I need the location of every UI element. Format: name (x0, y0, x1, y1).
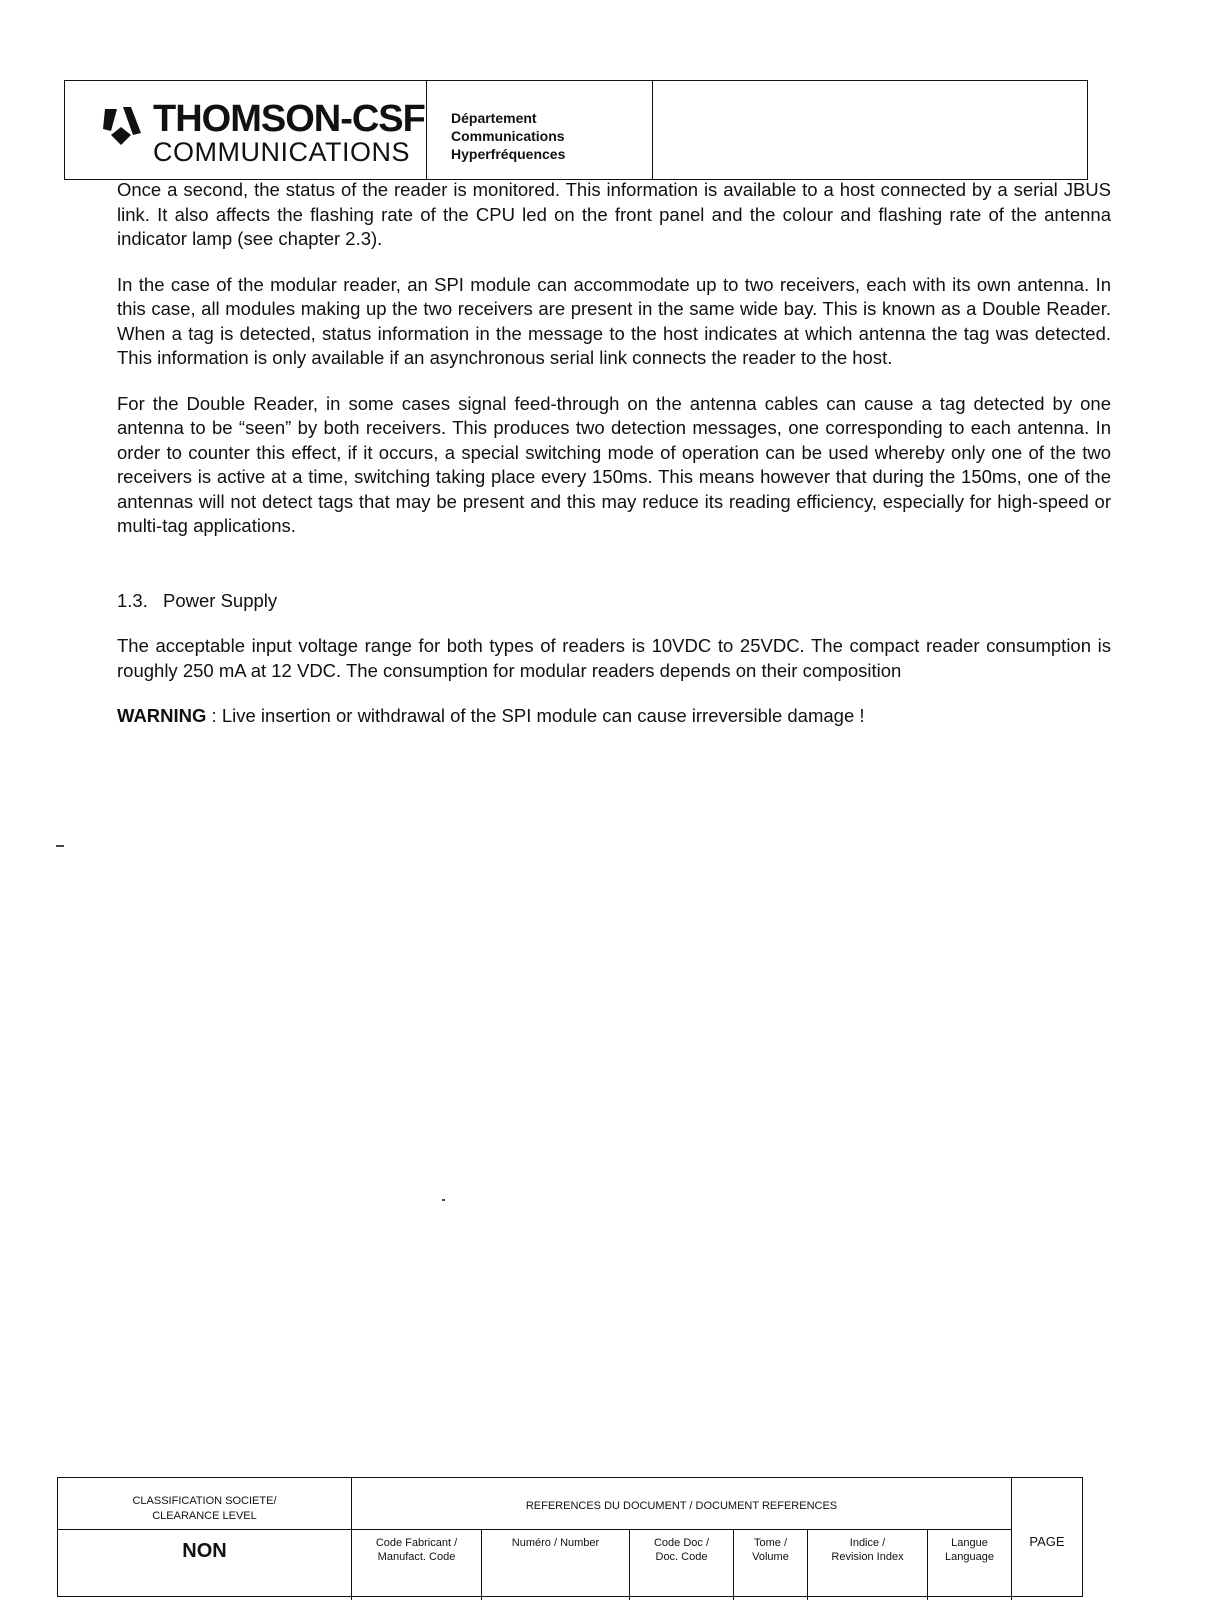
classification-label-line: CLEARANCE LEVEL (152, 1510, 257, 1522)
department-line: Hyperfréquences (451, 146, 566, 162)
ref-column-label: Tome / (753, 1537, 787, 1549)
thomson-logo-icon (101, 105, 143, 147)
body-paragraph: For the Double Reader, in some cases signal feed-through on the antenna cables can cause a tag detected by one antenna to be “seen” by both receivers. This produces two detection messages, one corresponding to each antenna. In order to counter this effect, if it occurs, a special switching mode of operation can be used whereby only one of the two receivers is active at a time, switching taking place every 150ms. This means however that during the 150ms, one of the antennas will not detect tags that may be present and this may reduce its reading efficiency, especially for high-speed or multi-tag applications. (117, 392, 1111, 536)
warning-text: : Live insertion or withdrawal of the SPI module can cause irreversible damage ! (206, 705, 865, 726)
department-line: Département (451, 110, 537, 126)
ref-column-label: Doc. Code (655, 1551, 708, 1563)
ref-column (734, 1530, 808, 1600)
classification-label (58, 1478, 352, 1530)
ref-column (482, 1530, 630, 1600)
ref-column-label: Code Doc / (653, 1537, 710, 1549)
scan-mark (442, 1199, 445, 1201)
warning-label: WARNING (117, 705, 207, 726)
ref-column-label: Langue (951, 1537, 988, 1549)
references-title: REFERENCES DU DOCUMENT / DOCUMENT REFERENCES (352, 1478, 1012, 1530)
ref-column-label: Indice / (849, 1537, 886, 1549)
ref-column (808, 1530, 928, 1600)
warning-paragraph (117, 704, 1111, 729)
ref-column-label: Language (945, 1551, 994, 1563)
section-title: Power Supply (163, 589, 278, 611)
ref-column (928, 1530, 1012, 1600)
header-empty-cell (653, 81, 1087, 179)
classification-label-line: CLASSIFICATION SOCIETE/ (132, 1495, 277, 1507)
ref-column (352, 1530, 482, 1600)
document-header (64, 80, 1088, 180)
section-number: 1.3. (117, 589, 148, 611)
department-line: Communications (451, 128, 565, 144)
logo-division-name: COMMUNICATIONS (153, 137, 410, 167)
document-body (117, 178, 1111, 750)
department-cell (427, 81, 653, 179)
section-heading (117, 589, 1111, 614)
scan-mark (56, 845, 64, 847)
page-label: PAGE (1029, 1534, 1065, 1549)
ref-column-label: Revision Index (831, 1551, 904, 1563)
ref-column-label: Numéro / Number (511, 1537, 600, 1549)
document-footer (57, 1477, 1083, 1597)
body-paragraph: In the case of the modular reader, an SPI module can accommodate up to two receivers, each with its own antenna. In this case, all modules making up the two receivers are present in the same wide bay. This is known as a Double Reader. When a tag is detected, status information in the message to the host indicates at which antenna the tag was detected. This information is only available if an asynchronous serial link connects the reader to the host. (117, 273, 1111, 368)
ref-column-label: Manufact. Code (377, 1551, 456, 1563)
company-logo (65, 81, 427, 179)
ref-column-label: Code Fabricant / (375, 1537, 458, 1549)
logo-company-name: THOMSON-CSF (153, 98, 425, 140)
body-paragraph: Once a second, the status of the reader is monitored. This information is available to a host connected by a serial JBUS link. It also affects the flashing rate of the CPU led on the front panel and the colour and flashing rate of the antenna indicator lamp (see chapter 2.3). (117, 179, 1111, 249)
power-supply-paragraph: The acceptable input voltage range for both types of readers is 10VDC to 25VDC. The compact reader consumption is roughly 250 mA at 12 VDC. The consumption for modular readers depends on their composition (117, 635, 1111, 681)
ref-column (630, 1530, 734, 1600)
ref-column-label: Volume (752, 1551, 789, 1563)
classification-value: NON (58, 1530, 352, 1600)
